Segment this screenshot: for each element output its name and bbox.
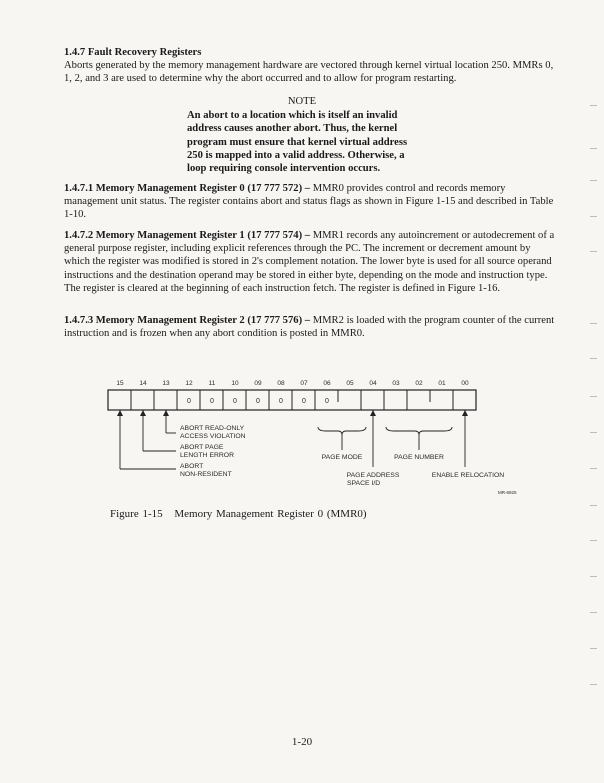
note-title: NOTE: [287, 96, 317, 107]
section-body: MMR0 provides control and records memory management unit status. The register contains abort and status flags as shown in Figure 1-15 and described in Table 1-10.: [64, 183, 554, 221]
arrowhead: [163, 410, 169, 416]
field-labels: [180, 425, 517, 495]
label-non-resident: NON-RESIDENT: [180, 471, 232, 478]
zero-bit: 0: [302, 398, 306, 405]
arrowhead: [462, 410, 468, 416]
zero-bit: 0: [325, 398, 329, 405]
arrowhead: [140, 410, 146, 416]
label-length-error: LENGTH ERROR: [180, 452, 235, 459]
zero-bit: 0: [187, 398, 191, 405]
section-heading: 1.4.7.2 Memory Management Register 1 (17 777 574) –: [64, 230, 311, 241]
mmr0-register-diagram: [0, 370, 604, 505]
bit-number: 14: [139, 380, 147, 387]
section-1-4-7-2: [64, 229, 559, 295]
bit-number: 03: [392, 380, 400, 387]
arrowhead: [370, 410, 376, 416]
arrowheads: [117, 410, 468, 416]
note-body: An abort to a location which is itself an invalid address causes another abort. Thus, the kernel program must ensure that kernel virtual address 250 is mapped into a valid address. Otherwise, a loop requiring console intervention occurs.: [187, 110, 408, 175]
section-1-4-7-1: [64, 182, 559, 222]
bit-number: 06: [323, 380, 331, 387]
bit-number: 15: [116, 380, 124, 387]
label-access-violation: ACCESS VIOLATION: [180, 433, 246, 440]
figure-caption: [110, 508, 367, 520]
bit-number-row: [116, 380, 469, 387]
bit-number: 05: [346, 380, 354, 387]
bit-number: 13: [162, 380, 170, 387]
section-body: MMR2 is loaded with the program counter of the current instruction and is frozen when any abort condition is posted in MMR0.: [64, 315, 555, 340]
bit-number: 09: [254, 380, 262, 387]
zero-bit: 0: [210, 398, 214, 405]
zero-bit: 0: [279, 398, 283, 405]
label-abort: ABORT: [180, 463, 204, 470]
register-cells: [108, 390, 476, 410]
section-body: MMR1 records any autoincrement or autodecrement of a general purpose register, including explicit references through the PC. The increment or decrement amount by which the register was modified is stored in 2's complement notation. The lower byte is used for all source operand instructions and the destination operand may be stored in either byte, depending on the mode and instruction type. The register is cleared at the beginning of each instruction fetch. The register is defined in Figure 1-16.: [64, 230, 555, 294]
section-heading: 1.4.7.1 Memory Management Register 0 (17 777 572) –: [64, 183, 311, 194]
section-1-4-7: [64, 46, 559, 86]
section-heading: 1.4.7 Fault Recovery Registers: [64, 47, 202, 58]
label-page-number: PAGE NUMBER: [394, 454, 444, 461]
bit-number: 11: [208, 380, 216, 387]
bit-number: 08: [277, 380, 285, 387]
label-abort-read-only: ABORT READ-ONLY: [180, 425, 245, 432]
page-number: 1-20: [291, 736, 313, 748]
section-1-4-7-3: [64, 314, 559, 340]
figure-title: Memory Management Register 0 (MMR0): [174, 508, 367, 520]
drawing-id: MR-6925: [498, 490, 517, 495]
figure-number: Figure 1-15: [110, 508, 163, 520]
label-abort-page: ABORT PAGE: [180, 444, 224, 451]
label-space-id: SPACE I/D: [347, 480, 381, 487]
label-page-address: PAGE ADDRESS: [346, 472, 400, 479]
label-enable-relocation: ENABLE RELOCATION: [431, 472, 505, 479]
bit-number: 04: [369, 380, 377, 387]
section-body: Aborts generated by the memory management hardware are vectored through kernel virtual location 250. MMRs 0, 1, 2, and 3 are used to determine why the abort occurred and to allow for program restarting.: [64, 60, 554, 85]
section-heading: 1.4.7.3 Memory Management Register 2 (17 777 576) –: [64, 315, 311, 326]
arrowhead: [117, 410, 123, 416]
bit-number: 00: [461, 380, 469, 387]
bit-number: 07: [300, 380, 308, 387]
bit-number: 10: [231, 380, 239, 387]
zero-bit: 0: [256, 398, 260, 405]
zero-bit: 0: [233, 398, 237, 405]
bit-number: 01: [438, 380, 446, 387]
bit-number: 12: [185, 380, 193, 387]
reserved-zero-bits: [187, 398, 329, 405]
bit-number: 02: [415, 380, 423, 387]
label-page-mode: PAGE MODE: [321, 454, 363, 461]
